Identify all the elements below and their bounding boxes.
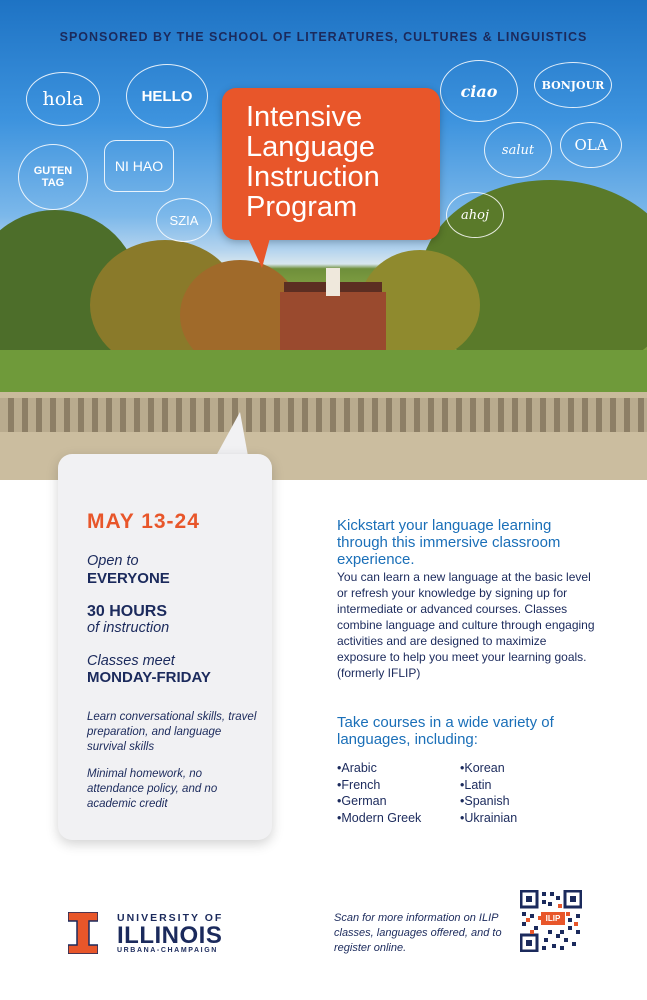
info-card-tail <box>216 412 248 456</box>
language-item: • Ukrainian <box>460 810 517 827</box>
language-item: • German <box>337 793 421 810</box>
languages-heading: Take courses in a wide variety of languages, including: <box>337 714 554 748</box>
building <box>280 292 386 350</box>
uni-line-2: ILLINOIS <box>117 922 223 949</box>
bubble-salut-text: salut <box>501 142 535 158</box>
bubble-hola-text: hola <box>42 88 84 110</box>
bubble-ola-text: OLA <box>574 136 608 154</box>
bubble-bonjour-text: BONJOUR <box>541 78 605 92</box>
qr-badge: ILIP <box>541 912 565 925</box>
uni-line-3: URBANA-CHAMPAIGN <box>117 947 218 954</box>
bubble-szia-text: SZIA <box>169 212 199 228</box>
bubble-guten-tag-text: GUTEN TAG <box>33 165 73 189</box>
title-bubble-tail <box>248 238 270 268</box>
bubble-ni-hao <box>104 140 174 192</box>
meet-value: MONDAY-FRIDAY <box>87 669 211 686</box>
bubble-ahoj-text: ahoj <box>461 207 489 223</box>
language-item: • Korean <box>460 760 517 777</box>
building-tower <box>326 268 340 296</box>
bubble-hola <box>26 72 100 126</box>
bubble-hello-text: HELLO <box>141 87 193 105</box>
scan-instructions: Scan for more information on ILIP classes, languages offered, and to register online. <box>334 912 502 954</box>
language-item: • Latin <box>460 777 517 794</box>
bubble-guten-tag <box>18 144 88 210</box>
bubble-szia <box>156 198 212 242</box>
bubble-bonjour <box>534 62 612 108</box>
lawn <box>0 350 647 395</box>
intro-heading: Kickstart your language learning through this immersive classroom experience. <box>337 517 561 568</box>
language-item: • Modern Greek <box>337 810 421 827</box>
meet-label: Classes meet <box>87 653 175 669</box>
intro-body: You can learn a new language at the basic level or refresh your knowledge by signing up for intermediate or advanced courses. Classes combine language and culture through engaging activities and are designed to maximize exposure to help you meet your learning goals. (formerly IFLIP) <box>337 570 595 680</box>
bubble-ciao-text: ciao <box>460 81 498 101</box>
bubble-ahoj <box>446 192 504 238</box>
open-to-value: EVERYONE <box>87 570 170 587</box>
language-item: • Spanish <box>460 793 517 810</box>
illinois-block-i-logo <box>68 912 98 954</box>
hours-value: 30 HOURS <box>87 603 168 620</box>
language-item: • French <box>337 777 421 794</box>
page-title: Intensive Language Instruction Program <box>246 101 380 223</box>
bubble-ciao <box>440 60 518 122</box>
language-item: • Arabic <box>337 760 421 777</box>
sponsor-line: SPONSORED BY THE SCHOOL OF LITERATURES, CULTURES & LINGUISTICS <box>59 30 588 44</box>
languages-list-1 <box>337 760 421 826</box>
bubble-ni-hao-text: NI HAO <box>114 158 164 174</box>
bubble-ola <box>560 122 622 168</box>
bubble-salut <box>484 122 552 178</box>
bubble-hello <box>126 64 208 128</box>
hours-label: of instruction <box>87 620 170 636</box>
uni-line-1: UNIVERSITY OF <box>117 912 224 924</box>
event-date: MAY 13-24 <box>87 510 200 533</box>
languages-list-2 <box>460 760 517 826</box>
note-skills: Learn conversational skills, travel preparation, and language survival skills <box>87 711 257 753</box>
title-bubble <box>222 88 440 240</box>
note-policy: Minimal homework, no attendance policy, and no academic credit <box>87 768 218 810</box>
open-to-label: Open to <box>87 553 139 569</box>
